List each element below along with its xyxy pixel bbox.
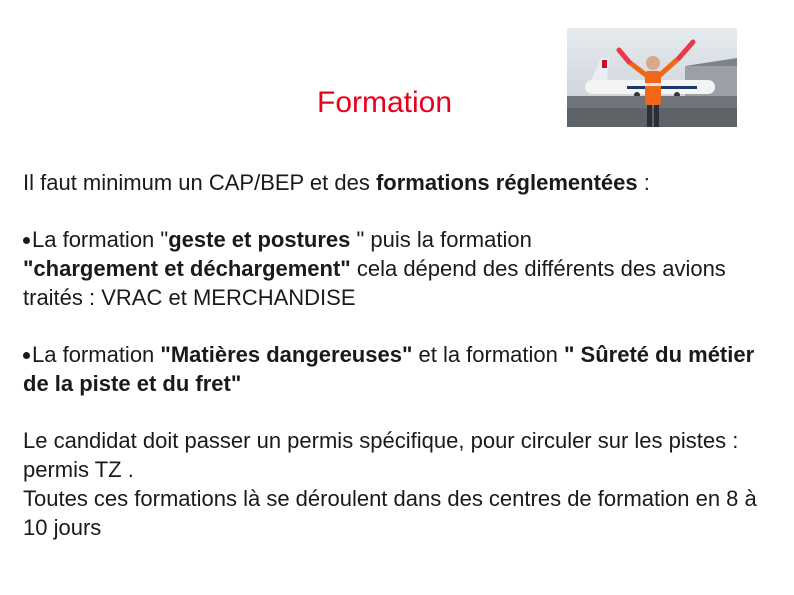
bullet2-bold: "Matières dangereuses" (160, 342, 413, 367)
outro-line-1: Le candidat doit passer un permis spécifique, pour circuler sur les pistes : permis TZ . (23, 428, 739, 482)
bullet1-bold: geste et postures (168, 227, 357, 252)
bullet-icon (23, 237, 30, 244)
bullet1-text-2: " puis la formation (356, 227, 532, 252)
outro-paragraph (23, 426, 783, 542)
bullet2-text-2: et la formation (412, 342, 565, 367)
bullet-item-matieres-dangereuses (23, 340, 783, 398)
page-title: Formation (317, 86, 453, 119)
bullet2-text: La formation (32, 342, 161, 367)
intro-text: Il faut minimum un CAP/BEP et des (23, 170, 376, 195)
intro-bold: formations réglementées (375, 170, 638, 195)
bullet1-text-3: cela dépend des différents des avions traités : VRAC et MERCHANDISE (23, 256, 726, 310)
bullet-icon (23, 352, 30, 359)
bullet1-bold-2: "chargement et déchargement" (23, 256, 351, 281)
airport-marshaller-photo-icon (567, 28, 737, 127)
intro-text-end: : (637, 170, 650, 195)
marshaller-photo (567, 28, 737, 127)
bullet2-bold-2: " Sûreté du métier de la piste et du fret" (23, 342, 755, 396)
bullet-item-geste-postures (23, 225, 783, 312)
bullet1-text: La formation " (32, 227, 169, 252)
outro-line-2: Toutes ces formations là se déroulent dans des centres de formation en 8 à 10 jours (23, 486, 757, 540)
intro-paragraph (23, 168, 783, 197)
